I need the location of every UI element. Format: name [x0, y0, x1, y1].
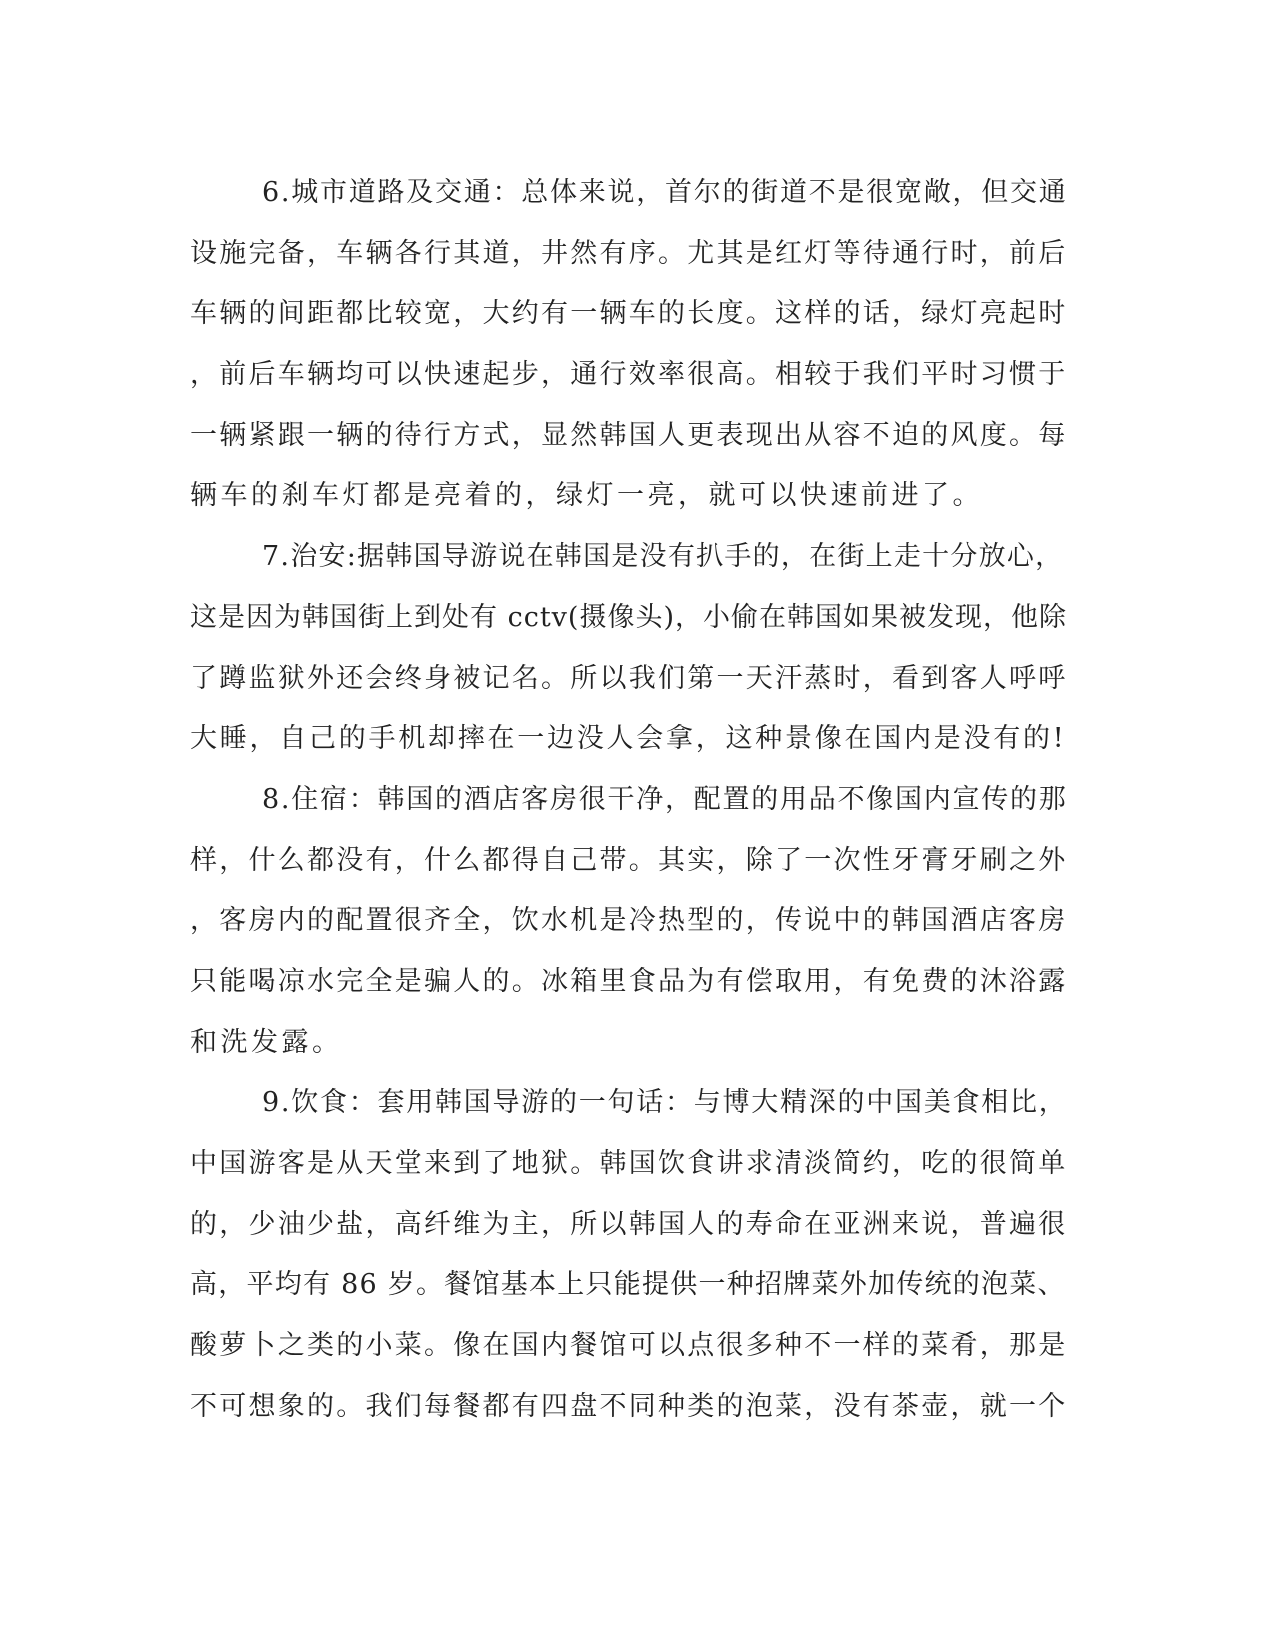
paragraph-accommodation — [190, 770, 1070, 1073]
text-line: 的，少油少盐，高纤维为主，所以韩国人的寿命在亚洲来说，普遍很 — [190, 1208, 1068, 1240]
text-line: 这是因为韩国街上到处有 cctv(摄像头)，小偷在韩国如果被发现，他除 — [190, 601, 1067, 633]
paragraph-food — [190, 1073, 1070, 1437]
text-line: ，客房内的配置很齐全，饮水机是冷热型的，传说中的韩国酒店客房 — [190, 905, 1068, 937]
text-line: 7.治安:据韩国导游说在韩国是没有扒手的，在街上走十分放心， — [262, 541, 1064, 573]
text-line: 9.饮食：套用韩国导游的一句话：与博大精深的中国美食相比， — [262, 1087, 1068, 1119]
text-line: 只能喝凉水完全是骗人的。冰箱里食品为有偿取用，有免费的沐浴露 — [190, 965, 1068, 997]
paragraph-traffic — [190, 163, 1070, 527]
text-line: 大睡，自己的手机却摔在一边没人会拿，这种景像在国内是没有的! — [190, 723, 1067, 755]
text-line: 一辆紧跟一辆的待行方式，显然韩国人更表现出从容不迫的风度。每 — [190, 419, 1068, 451]
text-line: 不可想象的。我们每餐都有四盘不同种类的泡菜，没有茶壶，就一个 — [190, 1390, 1068, 1422]
text-line: 6.城市道路及交通：总体来说，首尔的街道不是很宽敞，但交通 — [262, 177, 1068, 208]
text-line: 了蹲监狱外还会终身被记名。所以我们第一天汗蒸时，看到客人呼呼 — [190, 662, 1068, 694]
document-body — [190, 163, 1070, 1437]
text-line: 辆车的刹车灯都是亮着的，绿灯一亮，就可以快速前进了。 — [190, 480, 983, 512]
text-line: 高，平均有 86 岁。餐馆基本上只能提供一种招牌菜外加传统的泡菜、 — [190, 1269, 1066, 1301]
text-line: 酸萝卜之类的小菜。像在国内餐馆可以点很多种不一样的菜肴，那是 — [190, 1330, 1068, 1362]
text-line: 8.住宿：韩国的酒店客房很干净，配置的用品不像国内宣传的那 — [262, 783, 1068, 815]
paragraph-security — [190, 527, 1070, 770]
text-line: 样，什么都没有，什么都得自己带。其实，除了一次性牙膏牙刷之外 — [190, 844, 1068, 876]
text-line: 车辆的间距都比较宽，大约有一辆车的长度。这样的话，绿灯亮起时 — [190, 298, 1068, 330]
text-line: 设施完备，车辆各行其道，井然有序。尤其是红灯等待通行时，前后 — [190, 237, 1068, 269]
text-line: ，前后车辆均可以快速起步，通行效率很高。相较于我们平时习惯于 — [190, 359, 1068, 391]
text-line: 和洗发露。 — [190, 1026, 343, 1058]
text-line: 中国游客是从天堂来到了地狱。韩国饮食讲求清淡简约，吃的很简单 — [190, 1148, 1068, 1179]
